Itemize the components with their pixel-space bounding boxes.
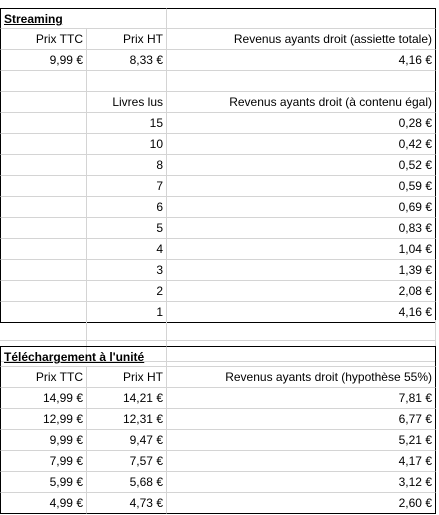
revenus-contenu-value[interactable]: 0,69 € xyxy=(167,197,436,218)
revenus-contenu-value[interactable]: 1,04 € xyxy=(167,239,436,260)
cell-empty[interactable] xyxy=(167,320,436,341)
download-row xyxy=(0,409,439,430)
cell-empty[interactable] xyxy=(0,320,87,341)
cell-empty[interactable] xyxy=(167,346,436,367)
revenus-hypothese-value[interactable]: 7,81 € xyxy=(167,388,436,409)
download-row xyxy=(0,430,439,451)
cell-empty[interactable] xyxy=(167,71,436,92)
revenus-contenu-value[interactable]: 0,28 € xyxy=(167,113,436,134)
livres-lus-value[interactable]: 4 xyxy=(87,239,167,260)
prix-ht-value[interactable]: 4,73 € xyxy=(87,493,167,514)
prix-ht-value[interactable]: 5,68 € xyxy=(87,472,167,493)
books-row xyxy=(0,197,439,218)
prix-ttc-value[interactable]: 5,99 € xyxy=(0,472,87,493)
download-title-row xyxy=(0,346,439,367)
download-row xyxy=(0,388,439,409)
header-prix-ht[interactable]: Prix HT xyxy=(87,367,167,388)
cell-empty[interactable] xyxy=(0,176,87,197)
cell-empty[interactable] xyxy=(0,113,87,134)
livres-lus-value[interactable]: 10 xyxy=(87,134,167,155)
cell-empty[interactable] xyxy=(0,281,87,302)
books-row xyxy=(0,239,439,260)
value-prix-ttc[interactable]: 9,99 € xyxy=(0,50,87,71)
cell-empty[interactable] xyxy=(0,71,87,92)
prix-ht-value[interactable]: 14,21 € xyxy=(87,388,167,409)
header-revenus-contenu[interactable]: Revenus ayants droit (à contenu égal) xyxy=(167,92,436,113)
livres-lus-value[interactable]: 15 xyxy=(87,113,167,134)
streaming-title[interactable]: Streaming xyxy=(0,8,167,29)
livres-lus-value[interactable]: 3 xyxy=(87,260,167,281)
prix-ht-value[interactable]: 12,31 € xyxy=(87,409,167,430)
books-row xyxy=(0,218,439,239)
books-row xyxy=(0,176,439,197)
revenus-contenu-value[interactable]: 0,83 € xyxy=(167,218,436,239)
cell-empty[interactable] xyxy=(0,134,87,155)
revenus-contenu-value[interactable]: 2,08 € xyxy=(167,281,436,302)
livres-lus-value[interactable]: 6 xyxy=(87,197,167,218)
spacer-row xyxy=(0,320,439,341)
revenus-hypothese-value[interactable]: 2,60 € xyxy=(167,493,436,514)
books-row xyxy=(0,134,439,155)
prix-ttc-value[interactable]: 7,99 € xyxy=(0,451,87,472)
header-prix-ht[interactable]: Prix HT xyxy=(87,29,167,50)
books-row xyxy=(0,260,439,281)
download-title[interactable]: Téléchargement à l'unité xyxy=(0,346,167,367)
cell-empty[interactable] xyxy=(87,71,167,92)
revenus-hypothese-value[interactable]: 6,77 € xyxy=(167,409,436,430)
cell-empty[interactable] xyxy=(87,320,167,341)
livres-lus-value[interactable]: 1 xyxy=(87,302,167,323)
prix-ttc-value[interactable]: 4,99 € xyxy=(0,493,87,514)
revenus-hypothese-value[interactable]: 5,21 € xyxy=(167,430,436,451)
cell-empty[interactable] xyxy=(167,8,436,29)
revenus-contenu-value[interactable]: 1,39 € xyxy=(167,260,436,281)
cell-empty[interactable] xyxy=(0,260,87,281)
header-livres-lus[interactable]: Livres lus xyxy=(87,92,167,113)
revenus-hypothese-value[interactable]: 3,12 € xyxy=(167,472,436,493)
books-row xyxy=(0,155,439,176)
cell-empty[interactable] xyxy=(0,218,87,239)
value-prix-ht[interactable]: 8,33 € xyxy=(87,50,167,71)
revenus-contenu-value[interactable]: 0,52 € xyxy=(167,155,436,176)
streaming-values-row xyxy=(0,50,439,71)
cell-empty[interactable] xyxy=(0,155,87,176)
books-row xyxy=(0,113,439,134)
prix-ttc-value[interactable]: 14,99 € xyxy=(0,388,87,409)
prix-ttc-value[interactable]: 9,99 € xyxy=(0,430,87,451)
revenus-contenu-value[interactable]: 4,16 € xyxy=(167,302,436,323)
revenus-contenu-value[interactable]: 0,42 € xyxy=(167,134,436,155)
download-header-row xyxy=(0,367,439,388)
livres-lus-value[interactable]: 2 xyxy=(87,281,167,302)
header-prix-ttc[interactable]: Prix TTC xyxy=(0,367,87,388)
download-row xyxy=(0,493,439,514)
cell-empty[interactable] xyxy=(0,239,87,260)
prix-ttc-value[interactable]: 12,99 € xyxy=(0,409,87,430)
livres-lus-value[interactable]: 7 xyxy=(87,176,167,197)
revenus-contenu-value[interactable]: 0,59 € xyxy=(167,176,436,197)
cell-empty[interactable] xyxy=(0,197,87,218)
download-row xyxy=(0,472,439,493)
streaming-header-row xyxy=(0,29,439,50)
streaming-title-row xyxy=(0,8,439,29)
livres-lus-value[interactable]: 5 xyxy=(87,218,167,239)
download-row xyxy=(0,451,439,472)
prix-ht-value[interactable]: 9,47 € xyxy=(87,430,167,451)
value-revenus-total[interactable]: 4,16 € xyxy=(167,50,436,71)
empty-row xyxy=(0,71,439,92)
books-row xyxy=(0,281,439,302)
cell-empty[interactable] xyxy=(0,92,87,113)
livres-lus-value[interactable]: 8 xyxy=(87,155,167,176)
books-header-row xyxy=(0,92,439,113)
header-revenus-hypothese[interactable]: Revenus ayants droit (hypothèse 55%) xyxy=(167,367,436,388)
prix-ht-value[interactable]: 7,57 € xyxy=(87,451,167,472)
revenus-hypothese-value[interactable]: 4,17 € xyxy=(167,451,436,472)
header-revenus-total[interactable]: Revenus ayants droit (assiette totale) xyxy=(167,29,436,50)
header-prix-ttc[interactable]: Prix TTC xyxy=(0,29,87,50)
